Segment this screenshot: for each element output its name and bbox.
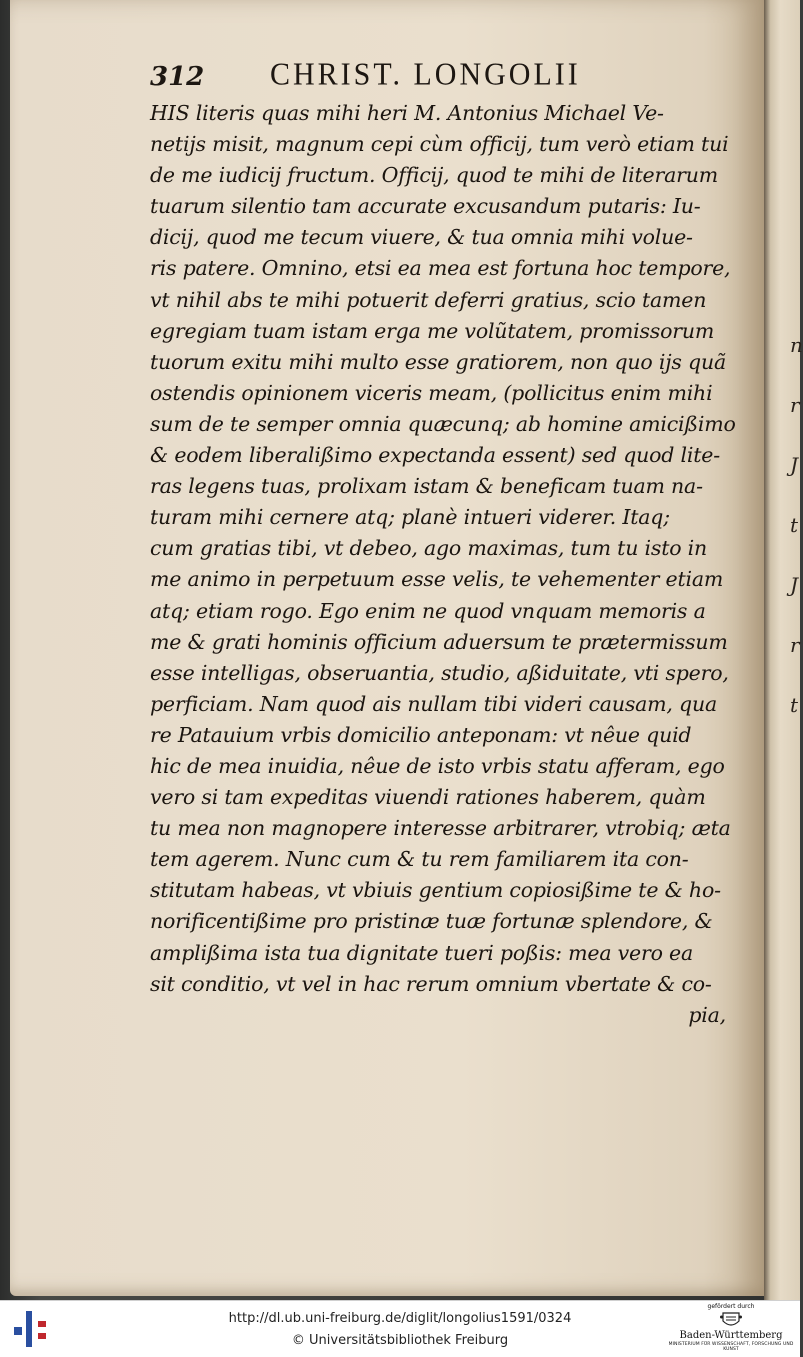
text-line: vt nihil abs te mihi potuerit deferri gratius, scio tamen: [150, 287, 707, 312]
text-line: sum de te semper omnia quæcunq; ab homine amicißimo: [150, 411, 736, 436]
text-line: ostendis opinionem viceris meam, (pollicitus enim mihi: [150, 380, 713, 405]
text-line: egregiam tuam istam erga me volũtatem, promissorum: [150, 318, 715, 343]
text-line: amplißima ista tua dignitate tueri poßis: mea vero ea: [150, 940, 694, 965]
text-line: ras legens tuas, prolixam istam & beneficam tuam na-: [150, 474, 703, 499]
facing-page-letter: r: [790, 633, 800, 657]
text-line: tem agerem. Nunc cum & tu rem familiarem ita con-: [150, 847, 689, 872]
sponsor-label: gefördert durch: [707, 1303, 755, 1310]
text-line: tu mea non magnopere interesse arbitrarer, vtrobiq; æta: [150, 816, 731, 841]
running-head: CHRIST. LONGOLII: [270, 57, 581, 92]
text-line: esse intelligas, obseruantia, studio, aßiduitate, vti spero,: [150, 660, 729, 685]
coat-of-arms-icon: [720, 1311, 742, 1329]
facing-page-letter: r: [790, 393, 800, 417]
catchword: pia,: [688, 1002, 726, 1027]
text-line: dicij, quod me tecum viuere, & tua omnia mihi volue-: [150, 225, 693, 250]
text-line: atq; etiam rogo. Ego enim ne quod vnquam memoris a: [150, 598, 706, 623]
text-line: de me iudicij fructum. Officij, quod te mihi de literarum: [150, 163, 718, 188]
page-header: [150, 58, 710, 98]
text-line: stitutam habeas, vt vbiuis gentium copiosißime te & ho-: [150, 878, 721, 903]
text-line: me & grati hominis officium aduersum te prætermissum: [150, 629, 728, 654]
text-line: cum gratias tibi, vt debeo, ago maximas, tum tu isto in: [150, 536, 708, 561]
text-line: vero si tam expeditas viuendi rationes haberem, quàm: [150, 785, 706, 810]
facing-page-letter: J: [790, 573, 799, 597]
text-line: tuorum exitu mihi multo esse gratiorem, non quo ijs quã: [150, 349, 726, 374]
facing-page-fragments: [790, 330, 802, 750]
text-line: norificentißime pro pristinæ tuæ fortunæ splendore, &: [150, 909, 713, 934]
facing-page-letter: n: [790, 333, 803, 357]
page-number: 312: [150, 62, 205, 92]
sponsor-ministry: MINISTERIUM FÜR WISSENSCHAFT, FORSCHUNG UND KUNST: [668, 1342, 794, 1352]
body-text: [150, 98, 740, 1031]
facing-page-letter: t: [790, 513, 799, 537]
text-line: netijs misit, magnum cepi cùm officij, tum verò etiam tui: [150, 132, 729, 157]
text-line: & eodem liberalißimo expectanda essent) sed quod lite-: [150, 443, 720, 468]
permalink-url[interactable]: http://dl.ub.uni-freiburg.de/diglit/longolius1591/0324: [228, 1311, 572, 1326]
facing-page-letter: J: [790, 453, 799, 477]
facing-page-letter: t: [790, 693, 799, 717]
text-line: me animo in perpetuum esse velis, te vehementer etiam: [150, 567, 724, 592]
text-line: sit conditio, vt vel in hac rerum omnium vbertate & co-: [150, 971, 712, 996]
text-line: turam mihi cernere atq; planè intueri viderer. Itaq;: [150, 505, 670, 530]
viewer-footer: [0, 1300, 800, 1357]
text-line: re Patauium vrbis domicilio anteponam: vt nêue quid: [150, 722, 692, 747]
text-line: perficiam. Nam quod ais nullam tibi videri causam, qua: [150, 691, 717, 716]
text-line: hic de mea inuidia, nêue de isto vrbis statu afferam, ego: [150, 753, 725, 778]
text-line: tuarum silentio tam accurate excusandum putaris: Iu-: [150, 194, 701, 219]
copyright-notice: © Universitätsbibliothek Freiburg: [291, 1333, 509, 1348]
sponsor-name: Baden-Württemberg: [679, 1330, 783, 1341]
text-line: ris patere. Omnino, etsi ea mea est fortuna hoc tempore,: [150, 256, 731, 281]
text-line: HIS literis quas mihi heri M. Antonius Michael Ve-: [150, 101, 664, 125]
sponsor-logo: [668, 1303, 794, 1355]
